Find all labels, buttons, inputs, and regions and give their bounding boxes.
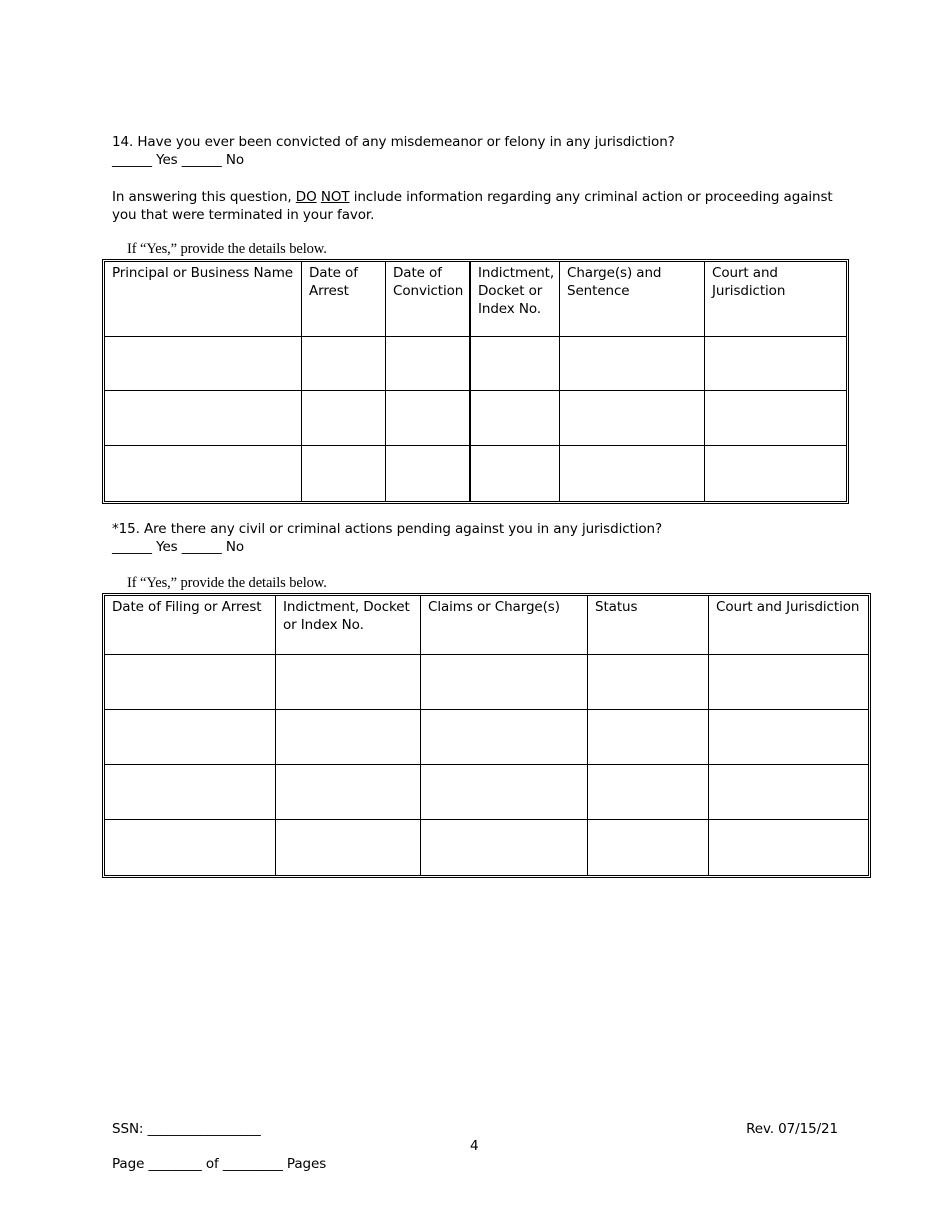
table-cell[interactable]	[709, 655, 868, 710]
table-cell[interactable]	[588, 655, 709, 710]
table-cell[interactable]	[105, 765, 276, 820]
footer-page-number: 4	[470, 1138, 479, 1154]
question-14-note	[112, 188, 847, 224]
table-cell[interactable]	[705, 391, 846, 446]
footer-revision: Rev. 07/15/21	[746, 1121, 838, 1137]
pending-actions-table	[102, 593, 871, 878]
question-14-yes-no[interactable]: ______ Yes ______ No	[112, 152, 245, 168]
col-date-of-conviction: Date of Conviction	[386, 262, 471, 337]
table-cell[interactable]	[276, 655, 421, 710]
table-cell[interactable]	[105, 710, 276, 765]
table-row	[105, 710, 868, 765]
table-cell[interactable]	[276, 765, 421, 820]
table-cell[interactable]	[421, 710, 588, 765]
table-cell[interactable]	[560, 446, 705, 501]
table-cell[interactable]	[302, 337, 386, 391]
table-cell[interactable]	[471, 337, 560, 391]
table-row	[105, 655, 868, 710]
question-15-yes-no[interactable]: ______ Yes ______ No	[112, 539, 245, 555]
col-date-of-arrest: Date of Arrest	[302, 262, 386, 337]
table-cell[interactable]	[386, 337, 471, 391]
table-cell[interactable]	[386, 391, 471, 446]
footer-page-of[interactable]: Page ________ of _________ Pages	[112, 1156, 327, 1172]
col-court-jurisdiction: Court and Jurisdiction	[705, 262, 846, 337]
note-text-post: include information regarding any criminal action or proceeding against you that were terminated in your favor.	[112, 189, 833, 223]
table-row	[105, 337, 846, 391]
table-cell[interactable]	[588, 710, 709, 765]
note-text-pre: In answering this question,	[112, 189, 296, 205]
question-14-if-yes: If “Yes,” provide the details below.	[127, 241, 327, 257]
table-row	[105, 765, 868, 820]
table-cell[interactable]	[560, 391, 705, 446]
table-cell[interactable]	[105, 391, 302, 446]
question-15: *15. Are there any civil or criminal actions pending against you in any jurisdiction?	[112, 521, 663, 537]
table-cell[interactable]	[105, 446, 302, 501]
table-cell[interactable]	[705, 446, 846, 501]
table-row	[105, 820, 868, 875]
table-cell[interactable]	[105, 820, 276, 875]
table-cell[interactable]	[421, 820, 588, 875]
convictions-table	[102, 259, 849, 504]
table-cell[interactable]	[276, 820, 421, 875]
table-cell[interactable]	[421, 655, 588, 710]
col-date-of-filing: Date of Filing or Arrest	[105, 596, 276, 655]
table-cell[interactable]	[386, 446, 471, 501]
table-row	[105, 446, 846, 501]
table-cell[interactable]	[105, 337, 302, 391]
question-14: 14. Have you ever been convicted of any misdemeanor or felony in any jurisdiction?	[112, 134, 675, 150]
table-cell[interactable]	[302, 391, 386, 446]
col-claims-charges: Claims or Charge(s)	[421, 596, 588, 655]
table-cell[interactable]	[560, 337, 705, 391]
table-cell[interactable]	[709, 710, 868, 765]
col-principal-name: Principal or Business Name	[105, 262, 302, 337]
convictions-header-row	[105, 262, 846, 337]
note-emphasis-do: DO	[295, 189, 317, 205]
table-cell[interactable]	[709, 765, 868, 820]
footer-ssn[interactable]: SSN: _________________	[112, 1121, 261, 1137]
col-indictment-no: Indictment, Docket or Index No.	[471, 262, 560, 337]
table-cell[interactable]	[276, 710, 421, 765]
table-cell[interactable]	[471, 391, 560, 446]
col-status: Status	[588, 596, 709, 655]
table-cell[interactable]	[421, 765, 588, 820]
col-charges-sentence: Charge(s) and Sentence	[560, 262, 705, 337]
table-cell[interactable]	[471, 446, 560, 501]
table-cell[interactable]	[709, 820, 868, 875]
pending-header-row	[105, 596, 868, 655]
table-cell[interactable]	[588, 820, 709, 875]
table-cell[interactable]	[302, 446, 386, 501]
question-15-if-yes: If “Yes,” provide the details below.	[127, 575, 327, 591]
table-cell[interactable]	[105, 655, 276, 710]
table-cell[interactable]	[705, 337, 846, 391]
table-row	[105, 391, 846, 446]
col-court-jurisdiction: Court and Jurisdiction	[709, 596, 868, 655]
table-cell[interactable]	[588, 765, 709, 820]
col-indictment-no: Indictment, Docket or Index No.	[276, 596, 421, 655]
note-emphasis-not: NOT	[320, 189, 350, 205]
